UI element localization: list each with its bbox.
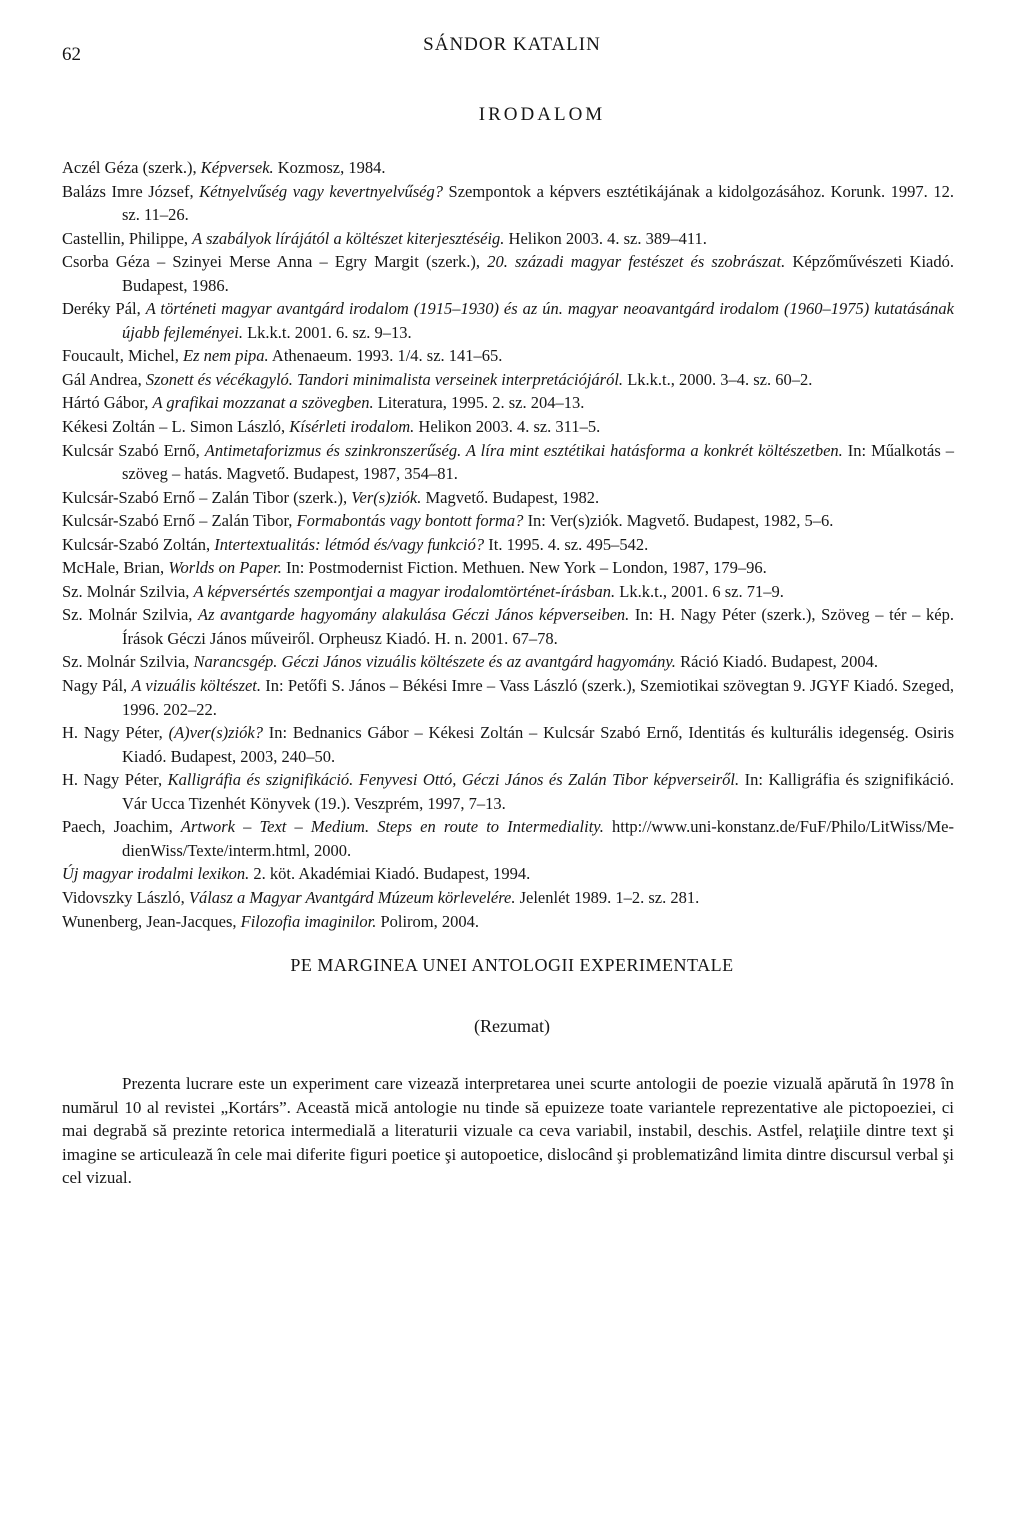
entry-title: Intertextualitás: létmód és/vagy funkció? [214,534,485,554]
bibliography-entry [62,509,954,533]
entry-title: Az avantgarde hagyomány alakulása Géczi János képverseiben. [198,605,630,625]
bibliography-list [62,156,954,933]
entry-details: In: Műalkotás – szöveg – hatás. Magvető. Budapest, 1987, 354–81. [122,440,954,484]
entry-title: Kétnyelvűség vagy kevertnyelvűség? [199,181,443,201]
page-number: 62 [62,44,81,65]
entry-author: H. Nagy Péter, [62,770,168,790]
entry-author: Wunenberg, Jean-Jacques, [62,911,241,931]
entry-details: Athenaeum. 1993. 1/4. sz. 141–65. [268,346,503,366]
entry-title: 20. századi magyar festészet és szobrászat. [487,252,786,272]
bibliography-entry [62,180,954,227]
bibliography-entry [62,533,954,557]
entry-title: Képversek. [200,158,274,177]
bibliography-entry [62,886,954,910]
bibliography-entry [62,650,954,674]
bibliography-entry [62,250,954,297]
entry-title: A grafikai mozzanat a szövegben. [152,393,374,413]
bibliography-entry [62,603,954,650]
entry-author: Kékesi Zoltán – L. Simon László, [62,417,290,437]
entry-title: Új magyar irodalmi lexikon. [62,864,250,884]
bibliography-entry [62,910,954,934]
entry-details: Literatura, 1995. 2. sz. 204–13. [373,393,585,413]
bibliography-title: IRODALOM [478,104,606,125]
entry-details: Lk.k.t., 2000. 3–4. sz. 60–2. [623,369,813,389]
bibliography-entry [62,486,954,510]
entry-title: Válasz a Magyar Avantgárd Múzeum körlevelére. [188,887,516,907]
entry-author: Vidovszky László, [62,887,189,907]
entry-author: Balázs Imre József, [62,181,200,201]
entry-author: Paech, Joachim, [62,817,181,837]
entry-author: Sz. Molnár Szilvia, [62,605,199,625]
bibliography-entry [62,815,954,862]
bibliography-entry [62,391,954,415]
entry-title: Formabontás vagy bontott forma? [296,511,524,531]
entry-author: Kulcsár Szabó Ernő, [62,440,205,460]
entry-author: Csorba Géza – Szinyei Merse Anna – Egry Margit (szerk.), [62,252,488,272]
entry-title: Kalligráfia és szignifikáció. Fenyvesi Ottó, Géczi János és Zalán Tibor képverseiről. [167,770,740,790]
entry-title: Kísérleti irodalom. [289,417,415,437]
entry-title: Artwork – Text – Medium. Steps en route to Intermediality. [180,817,604,837]
entry-author: Foucault, Michel, [62,346,183,366]
bibliography-entry [62,721,954,768]
entry-details: Kozmosz, 1984. [273,158,386,177]
entry-details: Jelenlét 1989. 1–2. sz. 281. [515,887,700,907]
entry-title: Szonett és vécékagyló. Tandori minimalista verseinek interpretációjáról. [145,369,624,389]
bibliography-entry [62,768,954,815]
entry-details: Polirom, 2004. [376,911,480,931]
entry-details: In: Kalligráfia és szignifikáció. Vár Ucca Tizenhét Könyvek (19.). Veszprém, 1997, 7–13. [122,770,955,813]
entry-author: Castellin, Philippe, [62,228,193,248]
entry-details: Szempontok a képvers esztétikájának a kidolgozásához. Korunk. 1997. 12. sz. 11–26. [122,181,954,225]
resume-subtitle: (Rezumat) [474,1016,550,1036]
entry-details: In: Bednanics Gábor – Kékesi Zoltán – Kulcsár Szabó Ernő, Identitás és kulturális idegenség. Osiris Kiadó. Budapest, 2003, 240–50. [122,723,954,766]
entry-title: Worlds on Paper. [168,558,282,578]
entry-title: Filozofia imaginilor. [240,911,377,931]
entry-title: Narancsgép. Géczi János vizuális költészete és az avantgárd hagyomány. [193,652,676,672]
entry-details: 2. köt. Akadémiai Kiadó. Budapest, 1994. [249,864,531,884]
entry-details: Helikon 2003. 4. sz. 311–5. [414,417,601,437]
entry-author: Hártó Gábor, [62,393,153,413]
entry-details: Helikon 2003. 4. sz. 389–411. [504,228,707,248]
entry-details: In: H. Nagy Péter (szerk.), Szöveg – tér – kép. Írások Géczi János műveiről. Orpheusz Kiadó. H. n. 2001. 67–78. [122,605,954,648]
entry-author: McHale, Brian, [62,558,169,578]
entry-details: Magvető. Budapest, 1982. [421,487,600,507]
entry-author: Deréky Pál, [62,299,146,319]
bibliography-entry [62,415,954,439]
entry-details: http://www.uni-konstanz.de/FuF/Philo/LitWiss/Me-dienWiss/Texte/interm.html, 2000. [122,817,954,860]
bibliography-entry [62,368,954,392]
entry-title: (A)ver(s)ziók? [168,723,263,743]
bibliography-entry [62,227,954,251]
running-head: SÁNDOR KATALIN [423,34,601,55]
entry-author: Aczél Géza (szerk.), [62,158,201,177]
entry-details: In: Petőfi S. János – Békési Imre – Vass László (szerk.), Szemiotikai szövegtan 9. JGYF Kiadó. Szeged, 1996. 202–22. [122,676,955,719]
entry-author: Nagy Pál, [62,676,132,696]
entry-author: Kulcsár-Szabó Ernő – Zalán Tibor, [62,511,297,531]
entry-details: Képzőművészeti Kiadó. Budapest, 1986. [122,252,955,295]
entry-author: H. Nagy Péter, [62,723,169,743]
entry-details: Lk.k.t., 2001. 6 sz. 71–9. [615,581,784,601]
bibliography-entry [62,556,954,580]
entry-title: A szabályok lírájától a költészet kiterjesztéséig. [192,228,505,248]
entry-details: Ráció Kiadó. Budapest, 2004. [675,652,879,672]
bibliography-entry [62,344,954,368]
entry-details: It. 1995. 4. sz. 495–542. [484,534,649,554]
resume-body: Prezenta lucrare este un experiment care vizează interpretarea unei scurte antologii de poezie vizuală apărută în 1978 în numărul 10 al revistei „Kortárs”. Această mică antologie nu tinde să epuizeze toate variantele reprezentative ale pictopoeziei, ci mai degrabă să prezinte retorica intermedială a literaturii vizuale ca ceva variabil, instabil, deschis. Astfel, relaţiile dintre text şi imagine se articulează în cele mai diferite figuri poetice şi autopoetice, dislocând şi problematizând limita dintre discursul verbal şi cel vizual. [62,1074,954,1187]
entry-author: Kulcsár-Szabó Ernő – Zalán Tibor (szerk.), [62,487,352,507]
bibliography-entry [62,580,954,604]
entry-title: Ver(s)ziók. [351,487,422,507]
bibliography-entry [62,156,954,180]
entry-title: Antimetaforizmus és szinkronszerűség. A líra mint esztétikai hatásforma a konkrét költészetben. [204,440,843,460]
entry-author: Kulcsár-Szabó Zoltán, [62,534,215,554]
bibliography-entry [62,297,954,344]
entry-title: A képversértés szempontjai a magyar irodalomtörténet-írásban. [193,581,616,601]
entry-details: In: Postmodernist Fiction. Methuen. New York – London, 1987, 179–96. [281,558,767,578]
entry-author: Sz. Molnár Szilvia, [62,652,194,672]
resume-title: PE MARGINEA UNEI ANTOLOGII EXPERIMENTALE [290,955,734,975]
entry-title: A történeti magyar avantgárd irodalom (1915–1930) és az ún. magyar neoavantgárd irodalom (1960–1975) kutatásának újabb fejleményei. [122,299,954,342]
entry-author: Sz. Molnár Szilvia, [62,581,194,601]
entry-title: A vizuális költészet. [131,676,262,696]
entry-details: Lk.k.t. 2001. 6. sz. 9–13. [242,322,412,342]
entry-details: In: Ver(s)ziók. Magvető. Budapest, 1982, 5–6. [523,511,834,531]
bibliography-entry [62,674,954,721]
entry-title: Ez nem pipa. [182,346,269,366]
entry-author: Gál Andrea, [62,369,146,389]
bibliography-entry [62,862,954,886]
bibliography-entry [62,439,954,486]
